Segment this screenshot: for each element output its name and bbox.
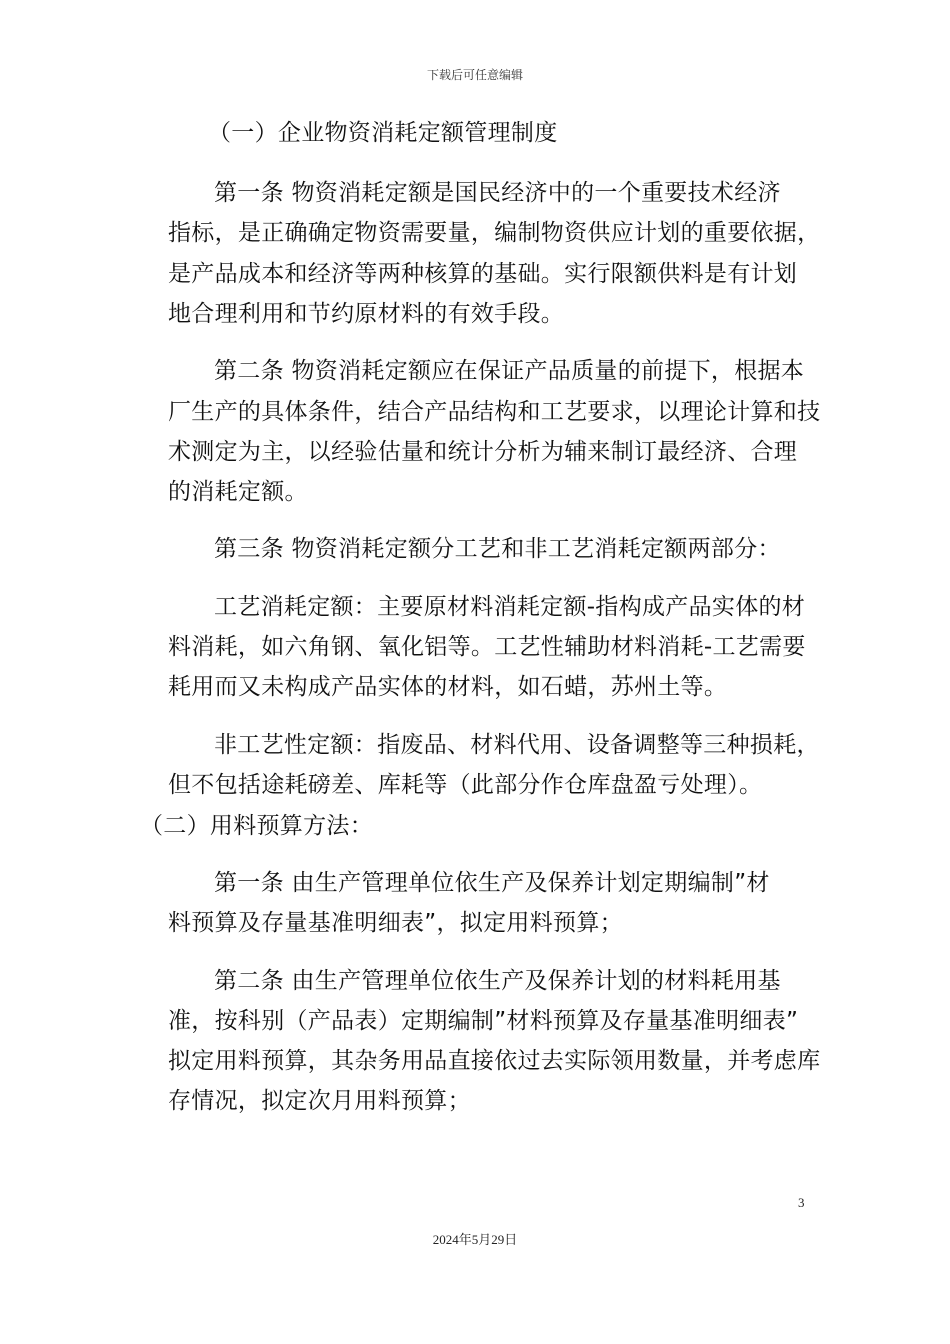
article-2-line-2: 厂生产的具体条件，结合产品结构和工艺要求，以理论计算和技 [168,399,821,425]
process-quota-line-3: 耗用而又未构成产品实体的材料，如石蜡，苏州土等。 [168,674,728,700]
s2-article-1-line-2: 料预算及存量基准明细表”，拟定用料预算； [168,910,623,936]
article-1-line-3: 是产品成本和经济等两种核算的基础。实行限额供料是有计划 [168,261,798,287]
nonprocess-quota-line-2: 但不包括途耗磅差、库耗等（此部分作仓库盘盈亏处理）。 [168,772,763,798]
section-title-1: （一）企业物资消耗定额管理制度 [208,120,558,146]
s2-article-2-line-3: 拟定用料预算，其杂务用品直接依过去实际领用数量，并考虑库 [168,1048,821,1074]
page-number: 3 [798,1195,805,1210]
page-footer-date: 2024年5月29日 [432,1232,518,1247]
process-quota-line-1: 工艺消耗定额：主要原材料消耗定额-指构成产品实体的材 [214,594,806,620]
article-2-line-3: 术测定为主，以经验估量和统计分析为辅来制订最经济、合理 [168,439,798,465]
page-header: 下载后可任意编辑 [426,68,523,82]
s2-article-2-line-4: 存情况，拟定次月用料预算； [168,1088,471,1114]
s2-article-1-line-1: 第一条 由生产管理单位依生产及保养计划定期编制”材 [214,870,770,896]
s2-article-2-line-1: 第二条 由生产管理单位依生产及保养计划的材料耗用基 [214,968,781,994]
article-2-line-1: 第二条 物资消耗定额应在保证产品质量的前提下，根据本 [214,358,805,384]
article-3-line-1: 第三条 物资消耗定额分工艺和非工艺消耗定额两部分： [214,536,781,562]
article-2-line-4: 的消耗定额。 [168,479,308,505]
process-quota-line-2: 料消耗，如六角钢、氧化铝等。工艺性辅助材料消耗-工艺需要 [168,634,806,660]
section-title-2: （二）用料预算方法： [140,813,373,839]
article-1-line-4: 地合理利用和节约原材料的有效手段。 [168,301,565,327]
s2-article-2-line-2: 准，按科别（产品表）定期编制”材料预算及存量基准明细表” [168,1008,799,1034]
article-1-line-2: 指标，是正确确定物资需要量，编制物资供应计划的重要依据， [168,220,821,246]
article-1-line-1: 第一条 物资消耗定额是国民经济中的一个重要技术经济 [214,180,781,206]
nonprocess-quota-line-1: 非工艺性定额：指废品、材料代用、设备调整等三种损耗， [214,732,820,758]
